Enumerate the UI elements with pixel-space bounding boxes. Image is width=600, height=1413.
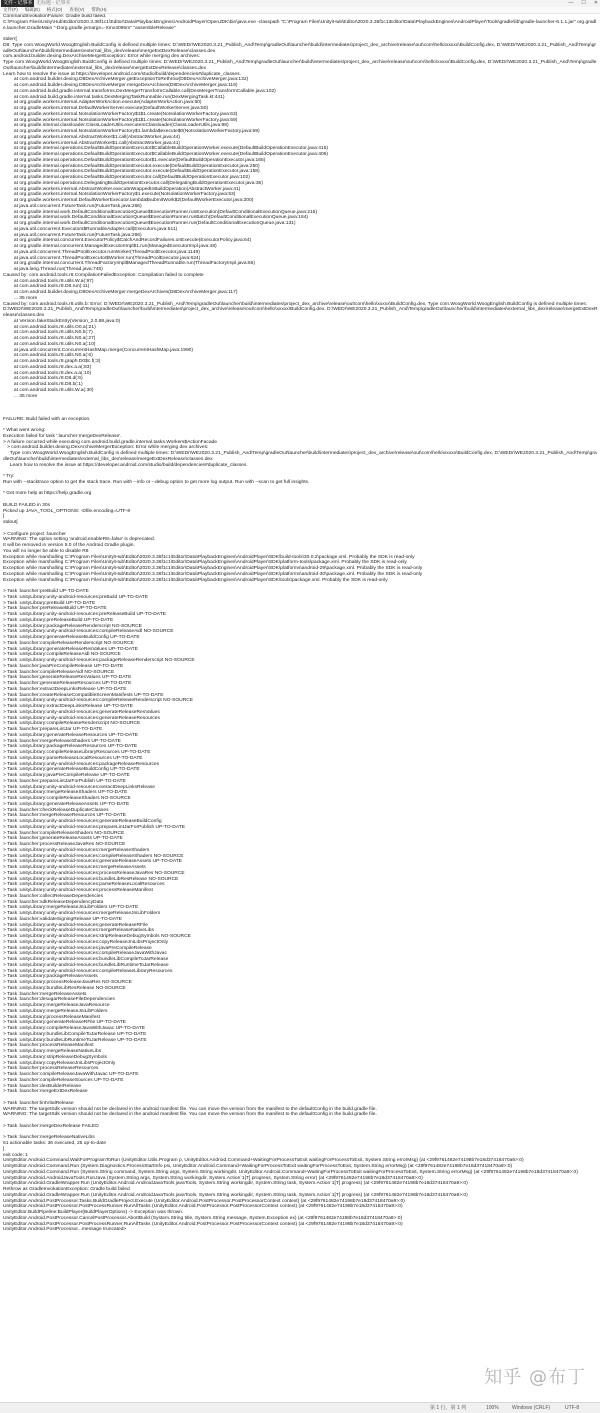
log-line: > Task :launcher:mergeExtDexRelease (3, 1089, 88, 1095)
log-line: at com.android.build.gradle.internal.transforms.DexMergerTransformCallable.call(DexMergerTransformCallable.java:102) (3, 88, 276, 94)
log-line: at com.android.tools.r8.dex.a.a(:83) (3, 364, 92, 370)
log-line: > Task :unityLibrary:stripReleaseDebugSymbols (3, 1054, 107, 1060)
log-line: > Task :unityLibrary:unity-android-resources:stripReleaseDebugSymbols NO-SOURCE (3, 934, 191, 939)
log-line: at java.util.concurrent.ThreadPoolExecutor$Worker.run(ThreadPoolExecutor.java:624) (3, 255, 201, 261)
build-log (0, 14, 600, 1233)
log-line: > Task :unityLibrary:mergeReleaseJniLibFolders (3, 1008, 108, 1014)
log-line: > Task :launcher:desugarReleaseFileDependencies (3, 997, 115, 1003)
log-line: * Get more help at https://help.gradle.org (3, 491, 92, 497)
log-line: > Task :unityLibrary:bundleLibCompileToJarRelease UP-TO-DATE (3, 1031, 147, 1037)
log-line: Caused by: com.android.tools.r8.CompilationFailedException: Compilation failed to complete (3, 272, 204, 278)
log-line: at com.android.tools.r8.D8.b(:1) (3, 382, 83, 387)
log-line: > Task :unityLibrary:unity-android-resources:compileReleaseLibraryResources (3, 968, 173, 974)
log-line: > Task :launcher:generateReleaseResources UP-TO-DATE (3, 681, 132, 686)
log-line: Exception while marshalling C:\Program Files\Unity\Hub\Editor\2020.3.36f1c1\Editor\Data\PlaybackEngines\AndroidPlayer\SDK\tools\package.xml. Probably the SDK is read-only (3, 577, 388, 583)
log-line: at org.gradle.internal.work.DefaultConditionalExecutionQueue$ExecutionRunner.runBatch(DefaultConditionalExecutionQueue.java:164) (3, 215, 309, 221)
log-line: at org.gradle.workers.internal.AbstractWorker$1.call(AbstractWorker.java:41) (3, 140, 181, 146)
log-line: ... 35 more (3, 393, 38, 399)
log-line: at org.gradle.internal.operations.DelegatingBuildOperationExecutor.call(DelegatingBuildOperationExecutor.java:36) (3, 180, 263, 186)
log-line: at org.gradle.internal.operations.DefaultBuildOperationExecutor$1.execute(DefaultBuildOperationExecutor.java:165) (3, 157, 266, 163)
log-line: > Task :unityLibrary:compileReleaseAidl NO-SOURCE (3, 652, 121, 658)
log-line: Learn how to resolve the issue at https://developer.android.com/studio/build/dependencies#duplicate_classes. (3, 462, 248, 468)
log-line: com.android.builder.dexing.DexArchiveMergerException: Error while merging dex archives: (3, 54, 201, 60)
log-line: Rethrow as GradleInvokationException: Gradle build failed (3, 1187, 130, 1192)
log-line: > Task :unityLibrary:packageReleaseResources UP-TO-DATE (3, 744, 138, 750)
log-line: > Task :unityLibrary:parseReleaseLocalResources UP-TO-DATE (3, 755, 143, 761)
log-line: > Task :launcher:extractDeepLinksRelease UP-TO-DATE (3, 686, 127, 692)
log-line: at Version.fakeStackEntry(Version_2.0.88.java:0) (3, 318, 121, 324)
log-line: > Task :unityLibrary:unity-android-resources:compileReleaseJavaWithJavac (3, 951, 167, 957)
log-line: > Task :launcher:sdkReleaseDependencyData (3, 899, 104, 905)
log-line: > Task :unityLibrary:processReleaseJavaRes NO-SOURCE (3, 980, 132, 985)
log-line: > Task :unityLibrary:packageReleaseAssets (3, 974, 98, 980)
log-line: > Task :launcher:checkReleaseDuplicateClasses (3, 807, 109, 813)
log-line: > Task :unityLibrary:compileReleaseJavaWithJavac UP-TO-DATE (3, 1026, 146, 1031)
log-line: > Task :launcher:lintVitalRelease (3, 1100, 74, 1106)
log-line: > Task :unityLibrary:unity-android-resources:preBuild UP-TO-DATE (3, 594, 149, 600)
cursor-position: 第 1 行，第 1 列 (430, 1405, 467, 1411)
log-line: > Task :launcher:prepareLintJarForPublish UP-TO-DATE (3, 778, 126, 784)
log-line: at java.util.concurrent.ThreadPoolExecutor.runWorker(ThreadPoolExecutor.java:1149) (3, 249, 200, 255)
log-line: Learn how to resolve the issue at https://developer.android.com/studio/build/dependencies#duplicate_classes. (3, 71, 241, 77)
log-line: Execution failed for task ':launcher:mergeDexRelease'. (3, 433, 122, 439)
log-line: at java.util.concurrent.FutureTask.run(FutureTask.java:266) (3, 203, 142, 209)
log-line: > Task :launcher:mergeReleaseResources UP-TO-DATE (3, 813, 126, 819)
log-line: > Task :launcher:generateReleaseResValues UP-TO-DATE (3, 675, 132, 681)
log-line: at com.android.tools.r8.utils.W.a(:97) (3, 278, 94, 284)
log-line: at org.gradle.workers.internal.DefaultWorkerServer.execute(DefaultWorkerServer.java:50) (3, 106, 209, 111)
log-line: at org.gradle.workers.internal.AdapterWorkAction.execute(AdapterWorkAction.java:50) (3, 100, 202, 106)
log-line: at org.gradle.workers.internal.DefaultWorkerExecutor.lambda$submitWork$2(DefaultWorkerExecutor.java:200) (3, 198, 254, 203)
log-line: at java.lang.Thread.run(Thread.java:748) (3, 267, 103, 272)
log-line: > Task :unityLibrary:unity-android-resources:mergeReleaseJniLibFolders (3, 911, 161, 916)
log-line: > Task :unityLibrary:preBuild UP-TO-DATE (3, 600, 96, 606)
menu-file[interactable]: 文件(F) (3, 7, 18, 12)
log-line: at org.gradle.internal.operations.DefaultBuildOperationExecutor$CallableBuildOperationWorker.execute(DefaultBuildOperationExecutor.java:406) (3, 152, 329, 157)
log-line: D8: Type com.WoogWorld.WoogEnglish.BuildConfig is defined multiple times: D:\WEDr\WE2020.3.21_Publish_And\Temp\gradleOut\launcher\build\intermediates\project_dex_archive\release\out\com\hello\xxxxx\BuildConfig.dex, D:\WEDr\WE2020.3.21_Publish_And\Temp\gradleOut\launcher\build\intermediates\external_libs_dex\release\mergeExtDexRelease\classes.dex (3, 42, 597, 54)
log-line: > Task :unityLibrary:unity-android-resources:generateReleaseRFile (3, 922, 148, 928)
log-line: > Task :unityLibrary:unity-android-resources:packageReleaseResources (3, 761, 160, 767)
log-line: > Task :unityLibrary:javaPreCompileRelease UP-TO-DATE (3, 773, 130, 778)
log-line: > Task :unityLibrary:bundleLibResRelease NO-SOURCE (3, 985, 126, 991)
log-line: > Task :unityLibrary:unity-android-resources:mergeReleaseShaders (3, 847, 150, 853)
log-line: stdout[ (3, 520, 18, 525)
log-line: > Task :unityLibrary:generateReleaseBuildConfig UP-TO-DATE (3, 635, 140, 640)
log-line: > Task :unityLibrary:unity-android-resources:prepareLintJarForPublish UP-TO-DATE (3, 824, 185, 830)
log-line: > com.android.builder.dexing.DexArchiveMergerException: Error while merging dex archives: (3, 445, 209, 451)
log-line: WARNING: The option setting 'android.enableR8=false' is deprecated. (3, 537, 156, 543)
log-line: 61 actionable tasks: 36 executed, 25 up-to-date (3, 1141, 107, 1146)
log-line: > Task :launcher:processReleaseJavaRes NO-SOURCE (3, 842, 126, 847)
log-line: UnityEditor.BuildPipeline:BuildPlayer(BuildPlayerOptions) -> Exception was thrown. (3, 1210, 184, 1215)
log-line: > Task :launcher:compileReleaseRenderscript NO-SOURCE (3, 640, 134, 646)
log-line: at org.gradle.internal.operations.DefaultBuildOperationExecutor.execute(DefaultBuildOperationExecutor.java:250) (3, 163, 260, 169)
log-line: at java.util.concurrent.Executors$RunnableAdapter.call(Executors.java:511) (3, 226, 178, 232)
log-line: > Task :unityLibrary:unity-android-resources:bundleLibCompileToJarRelease (3, 957, 169, 962)
log-line: UnityEditor.Android.PostProcessor.Tasks.BuildGradleProject.Execute (UnityEditor.Android.PostProcessor.PostProcessorContext context) (at <29f9761482e74198b7e18d37418470a9>:0) (3, 1198, 405, 1204)
zoom-level: 100% (486, 1405, 499, 1411)
log-line: Exception while marshalling C:\Program Files\Unity\Hub\Editor\2020.3.36f1c1\Editor\Data\PlaybackEngines\AndroidPlayer\SDK\platform-tools\package.xml. Probably the SDK is read-only (3, 560, 407, 566)
log-line: > Task :launcher:mergeReleaseShaders UP-TO-DATE (3, 738, 121, 744)
log-line: CommandInvokationFailure: Gradle build failed. (3, 14, 107, 19)
log-line: > Task :launcher:mergeReleaseAssets (3, 991, 87, 997)
text-editor-area[interactable] (0, 14, 600, 1403)
menu-bar (0, 7, 600, 14)
log-line: exit code: 1 (3, 1152, 29, 1158)
log-line: WARNING: The targetSdk version should not be declared in the android manifest file. You can move the version from the manifest to the defaultConfig in the build.gradle file. (3, 1112, 377, 1118)
log-line: at org.gradle.internal.operations.DefaultBuildOperationExecutor.call(DefaultBuildOperationExecutor.java:102) (3, 175, 250, 180)
log-line: > Task :unityLibrary:unity-android-resources:compileReleaseShaders NO-SOURCE (3, 853, 184, 859)
log-line: > Task :launcher:collectReleaseDependencies (3, 893, 104, 899)
log-line: > Task :unityLibrary:unity-android-resources:bundleLibRuntimeToJarRelease (3, 962, 169, 968)
log-line: > Task :unityLibrary:preReleaseBuild UP-TO-DATE (3, 617, 114, 623)
minimize-icon[interactable]: — (568, 0, 574, 6)
log-line: > Task :unityLibrary:compileReleaseLibraryResources UP-TO-DATE (3, 750, 151, 755)
log-line: > Task :launcher:processReleaseResources (3, 1066, 99, 1072)
log-line: > Task :unityLibrary:unity-android-resources:compileReleaseAidl NO-SOURCE (3, 629, 174, 635)
log-line: UnityEditor.Android.Command.Run (System.String command, System.String args, System.String workingdir, UnityEditor.Android.Command+WaitingForProcessToExit waitingForProcessToExit, System.String errorMsg) (at <29f9761482e74198b7e18d37418470a9>:0) (3, 1169, 578, 1175)
log-line: > Task :unityLibrary:unity-android-resources:parseReleaseLocalResources (3, 882, 165, 888)
log-line: > Task :unityLibrary:unity-android-resources:mergeReleaseNativeLibs (3, 928, 154, 934)
log-line: > Configure project :launcher (3, 531, 66, 537)
log-line: > Task :unityLibrary:unity-android-resources:preReleaseBuild UP-TO-DATE (3, 612, 166, 617)
log-line: at com.android.builder.dexing.D8DexArchiveMerger.mergeDexArchives(D8DexArchiveMerger.java:119) (3, 83, 238, 88)
log-line: at com.android.tools.r8.dex.a.a(:10) (3, 370, 92, 376)
log-line: * What went wrong: (3, 428, 46, 433)
log-line: at org.gradle.internal.work.DefaultConditionalExecutionQueue$ExecutionRunner.runExecution(DefaultConditionalExecutionQueue.java:215) (3, 209, 318, 215)
log-line: > Task :unityLibrary:mergeReleaseJniLibFolders UP-TO-DATE (3, 905, 139, 911)
log-line: at com.android.tools.r8.utils.W.a(:30) (3, 387, 94, 393)
window-title: 无标题 - 记事本 (36, 0, 71, 6)
log-line: FAILURE: Build failed with an exception. (3, 416, 91, 422)
close-icon[interactable]: ✕ (593, 0, 598, 6)
log-line: > Task :unityLibrary:unity-android-resources:generateReleaseResources (3, 715, 160, 721)
log-line: Picked up JAVA_TOOL_OPTIONS: -Dfile.encoding=UTF-8 (3, 508, 131, 514)
log-line: at com.android.builder.dexing.D8DexArchiveMerger.getExceptionToRethrow(D8DexArchiveMerger.java:132) (3, 77, 249, 83)
log-line: > Task :unityLibrary:mergeReleaseJavaResource (3, 1003, 110, 1008)
log-line: Type com.WoogWorld.WoogEnglish.BuildConfig is defined multiple times: D:\WEDr\WE2020.3.21_Publish_And\Temp\gradleOut\launcher\build\intermediates\project_dex_archive\release\out\com\hello\xxxxx\BuildConfig.dex, D:\WEDr\WE2020.3.21_Publish_And\Temp\gradleOut\launcher\build\intermediates\external_libs_dex\release\mergeExtDexRelease\classes.dex (3, 60, 597, 71)
watermark: 知乎 @布丁 (484, 1367, 586, 1388)
log-line: > Task :unityLibrary:unity-android-resources:copyReleaseJniLibsProjectOnly (3, 939, 169, 945)
log-line: at org.gradle.internal.operations.DefaultBuildOperationExecutor.execute(DefaultBuildOperationExecutor.java:158) (3, 169, 260, 175)
log-line: at com.android.builder.dexing.D8DexArchiveMerger.mergeDexArchives(D8DexArchiveMerger.java:117) (3, 290, 238, 295)
log-line: > Task :unityLibrary:compileReleaseShaders NO-SOURCE (3, 796, 131, 801)
log-line: > Task :unityLibrary:generateReleaseResValues UP-TO-DATE (3, 646, 138, 652)
log-line: at com.android.tools.r8.utils.N0.b(:7) (3, 330, 93, 336)
log-line: Exception while marshalling C:\Program Files\Unity\Hub\Editor\2020.3.36f1c1\Editor\Data\PlaybackEngines\AndroidPlayer\SDK\build-tools\30.0.2\package.xml. Probably the SDK is read-only (3, 554, 415, 560)
log-line: UnityEditor.Android.Command.WaitForProgramToRun (UnityEditor.Utils.Program p, UnityEditor.Android.Command+WaitingForProcessToExit waitingForProcessToExit, System.String errorMsg) (at <29f9761482e74198b7e18d37418470a9>:0) (3, 1158, 524, 1164)
log-line: > Task :launcher:mergeDexRelease FAILED (3, 1123, 99, 1129)
log-line: > Task :unityLibrary:unity-android-resources:generateReleaseResValues (3, 709, 160, 715)
log-line: > Task :unityLibrary:generateReleaseResources UP-TO-DATE (3, 732, 138, 738)
log-line: at org.gradle.workers.internal.NoIsolationWorkerFactory$1$1.create(NoIsolationWorkerFactory.java:59) (3, 117, 238, 123)
log-line: at java.util.concurrent.FutureTask.run(FutureTask.java:266) (3, 232, 142, 238)
log-line: > Task :launcher:javaPreCompileRelease UP-TO-DATE (3, 663, 124, 669)
log-line: Run with --stacktrace option to get the stack trace. Run with --info or --debug option to get more log output. Run with --scan to get full insights. (3, 479, 310, 485)
log-line: at com.android.build.gradle.internal.tasks.DexMergingTaskRunnable.run(DexMergingTask.kt:441) (3, 94, 225, 100)
log-line: at org.gradle.workers.internal.NoIsolationWorkerFactory$1$1.create(NoIsolationWorkerFactory.java:63) (3, 111, 238, 117)
log-line: > Task :unityLibrary:mergeReleaseShaders UP-TO-DATE (3, 790, 128, 796)
menu-format[interactable]: 格式(O) (46, 7, 63, 12)
log-line: > Task :launcher:generateReleaseAssets UP-TO-DATE (3, 836, 123, 842)
log-line: > Task :unityLibrary:unity-android-resources:processReleaseManifest (3, 888, 153, 893)
log-line: > Task :unityLibrary:bundleLibRuntimeToJarRelease UP-TO-DATE (3, 1037, 147, 1043)
log-line: at com.android.tools.r8.graph.D0$c.f(:3) (3, 359, 101, 364)
log-line: > Task :launcher:processReleaseManifest (3, 1043, 94, 1049)
log-line: > Task :launcher:dexBuilderRelease (3, 1083, 82, 1089)
log-line: at com.android.tools.r8.D8.run(:11) (3, 284, 90, 290)
menu-edit[interactable]: 编辑(E) (24, 7, 40, 12)
log-line: UnityEditor.Android.Command.Run (System.Diagnostics.ProcessStartInfo psi, UnityEditor.Android.Command+WaitingForProcessToExit waitingForProcessToExit, System.String errorMsg) (at <29f9761482e74198b7e18d37418470a9>:0) (3, 1164, 513, 1169)
log-line: UnityEditor.Android.PostProcessor...message truncated> (3, 1227, 127, 1233)
log-line: Type com.WoogWorld.WoogEnglish.BuildConfig is defined multiple times: D:\WEDr\WE2020.3.21_Publish_And\Temp\gradleOut\launcher\build\intermediates\project_dex_archive\release\out\com\hello\xxxxx\BuildConfig.dex, D:\WEDr\WE2020.3.21_Publish_And\Temp\gradleOut\launcher\build\intermediates\external_libs_dex\release\mergeExtDexRelease\classes.dex (3, 451, 597, 462)
log-line: at org.gradle.internal.concurrent.ManagedExecutorImpl$1.run(ManagedExecutorImpl.java:48) (3, 244, 217, 249)
menu-help[interactable]: 帮助(H) (91, 7, 107, 12)
log-line: BUILD FAILED in 30s (3, 502, 51, 508)
log-line: Caused by: com.android.tools.r8.utils.b: Error: D:\WEDr\WE2020.3.21_Publish_And\Temp\gradleOut\launcher\build\intermediates\project_dex_archive\release\out\com\hello\xxxxx\BuildConfig.dex, Type com.WoogWorld.WoogEnglish.BuildConfig is defined multiple times: D:\WEDr\WE2020.3.21_Publish_And\Temp\gradleOut\launcher\build\intermediates\project_dex_archive\release\out\com\hello\xxxxx\BuildConfig.dex, D:\WEDr\WE2020.3.21_Publish_And\Temp\gradleOut\launcher\build\intermediates\external_libs_dex\release\mergeExtDexRelease\classes.dex (3, 301, 598, 318)
log-line: It will be removed in version 5.0 of the Android Gradle plugin. (3, 543, 135, 548)
log-line: at org.gradle.workers.internal.AbstractWorker$1.call(AbstractWorker.java:44) (3, 134, 181, 140)
log-line: > Task :launcher:validateSigningRelease UP-TO-DATE (3, 916, 122, 922)
log-line: at org.gradle.internal.concurrent.ExecutorPolicy$CatchAndRecordFailures.onExecute(ExecutorPolicy.java:64) (3, 238, 252, 244)
log-line: C:\Program Files\Unity\Hub\Editor\2020.3.36f1c1\Editor\Data\PlaybackEngines\AndroidPlayer\OpenJDK\bin\java.exe -classpath "C:\Program Files\Unity\Hub\Editor\2020.3.36f1c1\Editor\Data\PlaybackEngines\AndroidPlayer\Tools\gradle\lib\gradle-launcher-6.1.1.jar" org.gradle.launcher.GradleMain "-Dorg.gradle.jvmargs=-Xmx4096m" "assembleRelease" (3, 19, 597, 31)
log-line: stderr[ (3, 37, 17, 42)
log-line: > Task :launcher:createReleaseCompatibleScreenManifests UP-TO-DATE (3, 692, 164, 698)
line-ending: Windows (CRLF) (512, 1405, 551, 1411)
status-bar (0, 1402, 600, 1413)
log-line: > Task :launcher:compileReleaseSources UP-TO-DATE (3, 1077, 124, 1083)
log-line: WARNING: The targetSdk version should not be declared in the android manifest file. You can move the version from the manifest to the defaultConfig in the build.gradle file. (3, 1106, 377, 1112)
log-line: Exception while marshalling C:\Program Files\Unity\Hub\Editor\2020.3.36f1c1\Editor\Data\PlaybackEngines\AndroidPlayer\SDK\platforms\android-29\package.xml. Probably the SDK is read-only (3, 566, 423, 571)
log-line: at org.gradle.internal.work.DefaultConditionalExecutionQueue$ExecutionRunner.run(DefaultConditionalExecutionQueue.java:131) (3, 221, 296, 226)
log-line: UnityEditor.Android.PostProcessor.PostProcessRunner.RunAllTasks (UnityEditor.Android.PostProcessor.PostProcessorContext context) (at <29f9761482e74198b7e18d37418470a9>:0) (3, 1221, 403, 1227)
menu-view[interactable]: 查看(V) (69, 7, 85, 12)
log-line: at org.gradle.workers.internal.NoIsolationWorkerFactory$1.execute(NoIsolationWorkerFactory.java:53) (3, 192, 236, 198)
log-line: UnityEditor.Android.GradleWrapper.Run (UnityEditor.Android.AndroidJavaTools javaTools, System.String workingdir, System.String task, System.Action`1[T] progress) (at <29f9761482e74198b7e18d37418470a9>:0) (3, 1192, 468, 1198)
window-controls (568, 0, 598, 7)
log-line: ... 35 more (3, 295, 38, 301)
log-line: > Task :unityLibrary:generateReleaseAssets UP-TO-DATE (3, 801, 130, 807)
log-line: ] (3, 514, 5, 520)
log-line: Exception while marshalling C:\Program Files\Unity\Hub\Editor\2020.3.36f1c1\Editor\Data\PlaybackEngines\AndroidPlayer\SDK\platforms\android-30\package.xml. Probably the SDK is read-only (3, 571, 423, 577)
log-line: at com.android.tools.r8.utils.N0.a(:27) (3, 336, 96, 341)
log-line: > Task :launcher:compileReleaseJavaWithJavac UP-TO-DATE (3, 1072, 139, 1077)
window-title-chip: 文件 - 记事本 (3, 0, 33, 6)
log-line: > Task :unityLibrary:unity-android-resources:generateReleaseBuildConfig (3, 819, 162, 824)
log-line: at java.util.concurrent.ConcurrentHashMap.merge(ConcurrentHashMap.java:1990) (3, 347, 194, 353)
log-line: UnityEditor.Android.PostProcessor.CancelPostProcessor.AbortBuild (System.String title, System.String message, System.Exception ex) (at <29f9761482e74198b7e18d37418470a9>:0) (3, 1215, 403, 1221)
log-line: UnityEditor.Android.GradleWrapper.Run (UnityEditor.Android.AndroidJavaTools javaTools, System.String workingdir, System.String task, System.Action`1[T] progress) (at <29f9761482e74198b7e18d37418470a9>:0) (3, 1181, 468, 1187)
log-line: at org.gradle.workers.internal.NoIsolationWorkerFactory$1.lambda$execute$0(NoIsolationWorkerFactory.java:59) (3, 129, 260, 134)
encoding: UTF-8 (565, 1405, 580, 1411)
log-line: > Task :unityLibrary:packageReleaseRenderscript NO-SOURCE (3, 623, 142, 629)
log-line: UnityEditor.Android.AndroidJavaTools.RunJava (System.String args, System.String workingdir, System.Action`1[T] progress, System.String error) (at <29f9761482e74198b7e18d37418470a9>:0) (3, 1175, 423, 1181)
log-line: > Task :launcher:compileReleaseShaders NO-SOURCE (3, 830, 125, 836)
log-line: > Task :unityLibrary:unity-android-resources:bundleLibResRelease NO-SOURCE (3, 876, 179, 882)
log-line: > A failure occurred while executing com.android.build.gradle.internal.tasks.Workers$ActionFacade (3, 439, 217, 445)
log-line: > Task :unityLibrary:generateReleaseRFile UP-TO-DATE (3, 1020, 126, 1026)
log-line: > Task :unityLibrary:processReleaseManifest (3, 1014, 101, 1020)
log-line: > Task :unityLibrary:extractDeepLinksRelease UP-TO-DATE (3, 704, 134, 709)
log-line: at com.android.tools.r8.D8.d(:6) (3, 376, 83, 382)
log-line: UnityEditor.Android.PostProcessor.PostProcessRunner.RunAllTasks (UnityEditor.Android.PostProcessor.PostProcessorContext context) (at <29f9761482e74198b7e18d37418470a9>:0) (3, 1204, 403, 1210)
log-line: > Task :unityLibrary:copyReleaseJniLibsProjectOnly (3, 1060, 116, 1066)
log-line: at com.android.tools.r8.utils.N0.a(:6) (3, 353, 93, 359)
log-line: > Task :unityLibrary:unity-android-resources:generateReleaseAssets UP-TO-DATE (3, 859, 182, 865)
log-line: > Task :launcher:mergeReleaseNativeLibs (3, 1135, 95, 1141)
log-line: > Task :unityLibrary:mergeReleaseNativeLibs (3, 1049, 102, 1054)
log-line: at org.gradle.internal.concurrent.ThreadFactoryImpl$ManagedThreadRunnable.run(ThreadFactoryImpl.java:56) (3, 261, 255, 267)
log-line: ] (3, 1146, 5, 1152)
log-line: > Task :unityLibrary:unity-android-resources:javaPreCompileRelease (3, 945, 152, 951)
maximize-icon[interactable]: ☐ (581, 0, 586, 6)
log-line: > Task :unityLibrary:unity-android-resources:mergeReleaseAssets (3, 865, 146, 870)
log-line: at org.gradle.workers.internal.AbstractWorker.executeWrappedInBuildOperation(AbstractWorker.java:41) (3, 186, 241, 192)
log-line: > Task :unityLibrary:unity-android-resources:extractDeepLinksRelease (3, 784, 156, 790)
log-line: > Task :unityLibrary:unity-android-resources:compileReleaseRenderscript NO-SOURCE (3, 698, 194, 704)
log-line: > Task :unityLibrary:generateReleaseBuildConfig UP-TO-DATE (3, 767, 140, 773)
log-line: > Task :launcher:preReleaseBuild UP-TO-DATE (3, 606, 107, 612)
log-line: You will no longer be able to disable R8 (3, 548, 89, 554)
log-line: > Task :launcher:compileReleaseAidl NO-SOURCE (3, 669, 115, 675)
log-line: * Try: (3, 474, 15, 479)
log-line: > Task :unityLibrary:unity-android-resources:packageReleaseRenderscript NO-SOURCE (3, 658, 195, 663)
log-line: at org.gradle.internal.classloader.ClassLoaderUtils.executeInClassloader(ClassLoaderUtils.java:98) (3, 123, 229, 129)
log-line: > Task :launcher:preBuild UP-TO-DATE (3, 589, 89, 594)
log-line: at org.gradle.internal.operations.DefaultBuildOperationExecutor$CallableBuildOperationWorker.execute(DefaultBuildOperationExecutor.java:416) (3, 146, 329, 152)
log-line: > Task :unityLibrary:compileReleaseRenderscript NO-SOURCE (3, 721, 141, 727)
log-line: at com.android.tools.r8.utils.O0.a(:21) (3, 324, 96, 330)
log-line: at com.android.tools.r8.utils.N0.a(:10) (3, 341, 96, 347)
log-line: > Task :launcher:prepareLintJar UP-TO-DATE (3, 727, 103, 732)
log-line: > Task :unityLibrary:unity-android-resources:processReleaseJavaRes NO-SOURCE (3, 870, 185, 876)
